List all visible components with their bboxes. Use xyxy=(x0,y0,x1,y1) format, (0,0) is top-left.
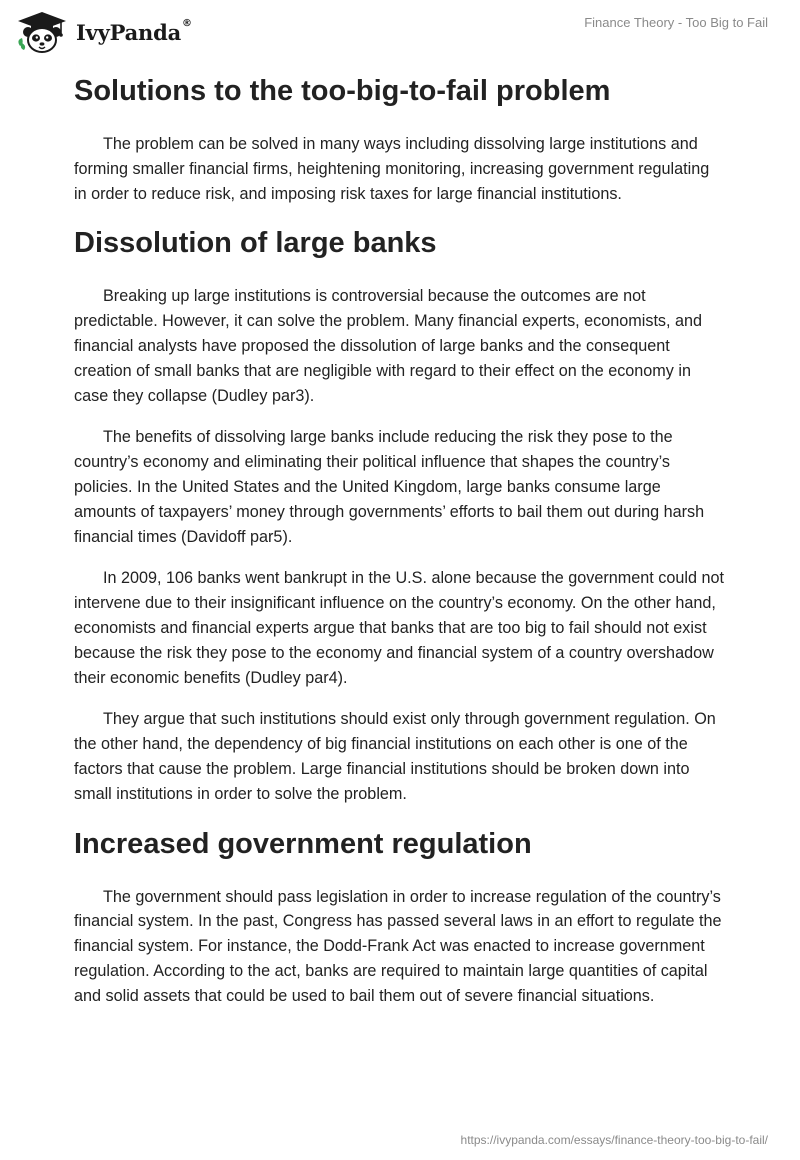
paragraph: The government should pass legislation in order to increase regulation of the country’s financial system. In the past, Congress has passed several laws in an effort to regulate the financial system. For instance, the Dodd-Frank Act was enacted to increase government regulation. According to the act, banks are required to maintain large quantities of capital and solid assets that could be used to bail them out of severe financial situations. xyxy=(74,887,722,1005)
page-header xyxy=(0,0,800,64)
essay-content xyxy=(74,70,724,1009)
heading-solutions: Solutions to the too-big-to-fail problem xyxy=(74,75,611,107)
panda-graduate-icon xyxy=(14,10,70,54)
source-url-link[interactable]: https://ivypanda.com/essays/finance-theory-too-big-to-fail/ xyxy=(460,1133,768,1147)
heading-dissolution: Dissolution of large banks xyxy=(74,227,437,260)
logo-wordmark: IvyPanda® xyxy=(76,17,192,45)
paragraph: The benefits of dissolving large banks include reducing the risk they pose to the country’s economy and eliminating their political influence that shapes the country’s policies. In the United States and the United Kingdom, large banks consume large amounts of taxpayers’ money through governments’ efforts to bail them out during harsh financial times (Davidoff par5). xyxy=(74,428,705,546)
document-title: Finance Theory - Too Big to Fail xyxy=(584,15,768,30)
heading-regulation: Increased government regulation xyxy=(74,827,532,860)
ivypanda-logo[interactable] xyxy=(14,8,192,56)
paragraph: The problem can be solved in many ways including dissolving large institutions and forming smaller financial firms, heightening monitoring, increasing government regulating in order to reduce risk, and imposing risk taxes for large financial institutions. xyxy=(74,135,710,203)
paragraph: They argue that such institutions should exist only through government regulation. On the other hand, the dependency of big financial institutions on each other is one of the factors that cause the problem. Large financial institutions should be broken down into small institutions in order to solve the problem. xyxy=(74,710,716,803)
paragraph: In 2009, 106 banks went bankrupt in the U.S. alone because the government could not intervene due to their insignificant influence on the country’s economy. On the other hand, economists and financial experts argue that banks that are too big to fail should not exist because the risk they pose to the economy and financial system of a country overshadow their economic benefits (Dudley par4). xyxy=(74,569,724,687)
paragraph: Breaking up large institutions is controversial because the outcomes are not predictable. However, it can solve the problem. Many financial experts, economists, and financial analysts have proposed the dissolution of large banks and the consequent creation of small banks that are negligible with regard to their effect on the economy in case they collapse (Dudley par3). xyxy=(74,287,703,405)
